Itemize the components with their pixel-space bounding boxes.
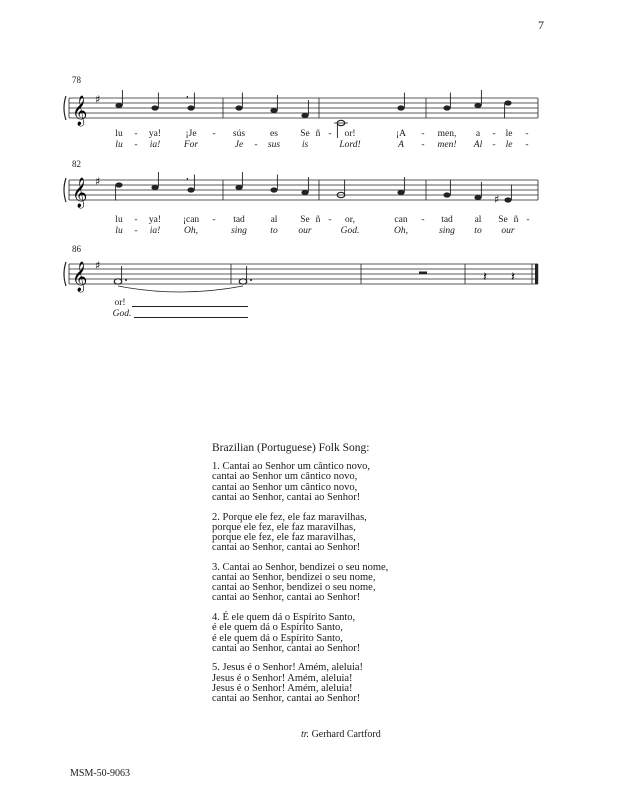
lyric-syllable: Oh, bbox=[394, 226, 408, 236]
lyric-hyphen: - bbox=[525, 129, 529, 139]
lyric-syllable: Se bbox=[300, 129, 310, 139]
lyric-syllable: Oh, bbox=[184, 226, 198, 236]
lyric-hyphen: - bbox=[212, 129, 216, 139]
page-number: 7 bbox=[538, 18, 544, 32]
verse-line: é ele quem dá o Espírito Santo, bbox=[212, 632, 343, 644]
lyric-syllable: God. bbox=[340, 226, 360, 236]
lyric-syllable: Se bbox=[498, 215, 508, 225]
svg-text:♯: ♯ bbox=[95, 259, 101, 272]
verse-line: Jesus é o Senhor! Amém, aleluia! bbox=[212, 682, 353, 694]
translator-credit bbox=[301, 729, 381, 740]
verse-line: 3. Cantai ao Senhor, bendizei o seu nome, bbox=[212, 561, 389, 573]
lyric-syllable: men! bbox=[437, 140, 457, 150]
lyric-syllable: to bbox=[270, 226, 278, 236]
lyric-syllable: is bbox=[301, 140, 309, 150]
lyric-syllable: God. bbox=[112, 309, 132, 319]
measure-number: 82 bbox=[72, 159, 81, 169]
lyrics-system-3 bbox=[0, 298, 618, 322]
lyric-syllable: For bbox=[183, 140, 199, 150]
svg-text:♯: ♯ bbox=[494, 193, 500, 206]
verse-line: cantai ao Senhor, cantai ao Senhor! bbox=[212, 592, 361, 604]
lyrics-system-2 bbox=[0, 215, 618, 239]
portuguese-text-block bbox=[212, 443, 552, 714]
music-staff-system-3 bbox=[0, 254, 618, 294]
lyric-syllable: or! bbox=[344, 129, 356, 139]
lyric-syllable: Se bbox=[300, 215, 310, 225]
music-staff-system-2 bbox=[0, 170, 618, 214]
lyric-syllable: al bbox=[270, 215, 278, 225]
lyric-hyphen: - bbox=[525, 140, 529, 150]
lyric-syllable: ñ bbox=[513, 215, 519, 225]
svg-text:,: , bbox=[186, 170, 189, 182]
lyric-hyphen: - bbox=[421, 140, 425, 150]
verse-line: cantai ao Senhor, bendizei o seu nome, bbox=[212, 572, 376, 584]
verse-line: porque ele fez, ele faz maravilhas, bbox=[212, 531, 356, 543]
verse-line: porque ele fez, ele faz maravilhas, bbox=[212, 521, 356, 533]
lyric-hyphen: - bbox=[492, 140, 496, 150]
lyric-syllable: ¡A bbox=[395, 129, 407, 139]
measure-number: 86 bbox=[72, 244, 81, 254]
svg-text:𝄞: 𝄞 bbox=[72, 178, 88, 208]
lyric-syllable: to bbox=[474, 226, 482, 236]
lyric-syllable: ya! bbox=[148, 129, 162, 139]
lyric-hyphen: - bbox=[134, 215, 138, 225]
lyrics-system-1 bbox=[0, 129, 618, 153]
verse-4 bbox=[212, 613, 552, 654]
lyric-syllable: tad bbox=[233, 215, 245, 225]
lyric-syllable: a bbox=[475, 129, 481, 139]
lyric-syllable: our bbox=[501, 226, 515, 236]
verse-line: 2. Porque ele fez, ele faz maravilhas, bbox=[212, 511, 367, 523]
credit-name: Gerhard Cartford bbox=[311, 729, 381, 740]
lyric-syllable: or, bbox=[345, 215, 355, 225]
lyric-syllable: lu bbox=[115, 226, 123, 236]
verse-line: Jesus é o Senhor! Amém, aleluia! bbox=[212, 672, 353, 684]
credit-prefix: tr. bbox=[301, 729, 310, 740]
lyric-syllable: ya! bbox=[148, 215, 162, 225]
verse-5 bbox=[212, 663, 552, 704]
lyric-syllable: Je bbox=[234, 140, 244, 150]
verse-line: cantai ao Senhor, cantai ao Senhor! bbox=[212, 693, 361, 705]
verse-line: cantai ao Senhor, bendizei o seu nome, bbox=[212, 582, 376, 594]
verse-line: cantai ao Senhor, cantai ao Senhor! bbox=[212, 642, 361, 654]
lyric-hyphen: - bbox=[421, 215, 425, 225]
verse-line: é ele quem dá o Espírito Santo, bbox=[212, 622, 343, 634]
svg-text:♯: ♯ bbox=[95, 93, 101, 106]
verse-line: cantai ao Senhor, cantai ao Senhor! bbox=[212, 542, 361, 554]
lyric-syllable: can bbox=[394, 215, 408, 225]
lyric-syllable: es bbox=[270, 129, 278, 139]
lyric-hyphen: - bbox=[328, 215, 332, 225]
lyric-hyphen: - bbox=[421, 129, 425, 139]
svg-text:𝄽: 𝄽 bbox=[511, 270, 515, 285]
lyric-syllable: Al bbox=[473, 140, 483, 150]
lyric-syllable: lu bbox=[115, 129, 123, 139]
lyric-syllable: ia! bbox=[149, 226, 161, 236]
lyric-syllable: ñ bbox=[315, 129, 321, 139]
svg-text:𝄽: 𝄽 bbox=[483, 270, 487, 285]
lyric-hyphen: - bbox=[526, 215, 530, 225]
text-heading: Brazilian (Portuguese) Folk Song: bbox=[212, 442, 370, 454]
verse-line: cantai ao Senhor um cântico novo, bbox=[212, 471, 358, 483]
lyric-syllable: ¡can bbox=[182, 215, 200, 225]
measure-number: 78 bbox=[72, 75, 81, 85]
lyric-hyphen: - bbox=[212, 215, 216, 225]
lyric-hyphen: - bbox=[134, 129, 138, 139]
svg-text:,: , bbox=[186, 88, 189, 100]
verse-line: cantai ao Senhor, cantai ao Senhor! bbox=[212, 491, 361, 503]
lyric-syllable: sing bbox=[231, 226, 247, 236]
lyric-syllable: le bbox=[505, 129, 513, 139]
lyric-syllable: sus bbox=[267, 140, 281, 150]
melisma-line bbox=[132, 306, 248, 307]
lyric-syllable: Lord! bbox=[339, 140, 361, 150]
lyric-hyphen: - bbox=[134, 226, 138, 236]
svg-text:𝄞: 𝄞 bbox=[72, 96, 88, 126]
lyric-syllable: or! bbox=[114, 298, 126, 308]
lyric-syllable: sús bbox=[232, 129, 246, 139]
verse-2 bbox=[212, 513, 552, 554]
lyric-syllable: le bbox=[505, 140, 513, 150]
verse-line: 5. Jesus é o Senhor! Amém, aleluia! bbox=[212, 662, 364, 674]
lyric-hyphen: - bbox=[254, 140, 258, 150]
svg-text:♯: ♯ bbox=[95, 175, 101, 188]
lyric-syllable: sing bbox=[439, 226, 455, 236]
svg-text:𝄞: 𝄞 bbox=[72, 262, 88, 292]
lyric-syllable: A bbox=[398, 140, 404, 150]
lyric-syllable: lu bbox=[115, 215, 123, 225]
verse-line: 1. Cantai ao Senhor um cântico novo, bbox=[212, 461, 371, 473]
lyric-hyphen: - bbox=[328, 129, 332, 139]
verse-3 bbox=[212, 563, 552, 604]
verse-line: cantai ao Senhor um cântico novo, bbox=[212, 481, 358, 493]
verse-1 bbox=[212, 462, 552, 503]
lyric-syllable: al bbox=[474, 215, 482, 225]
lyric-syllable: ia! bbox=[149, 140, 161, 150]
lyric-syllable: men, bbox=[437, 129, 457, 139]
music-staff-system-1 bbox=[0, 88, 618, 128]
lyric-syllable: ñ bbox=[315, 215, 321, 225]
lyric-hyphen: - bbox=[492, 129, 496, 139]
lyric-syllable: tad bbox=[441, 215, 453, 225]
lyric-syllable: our bbox=[298, 226, 312, 236]
lyric-syllable: lu bbox=[115, 140, 123, 150]
lyric-hyphen: - bbox=[134, 140, 138, 150]
verse-line: 4. É ele quem dá o Espírito Santo, bbox=[212, 612, 356, 624]
lyric-syllable: ¡Je bbox=[185, 129, 197, 139]
catalog-code: MSM-50-9063 bbox=[70, 768, 131, 779]
melisma-line bbox=[134, 317, 248, 318]
